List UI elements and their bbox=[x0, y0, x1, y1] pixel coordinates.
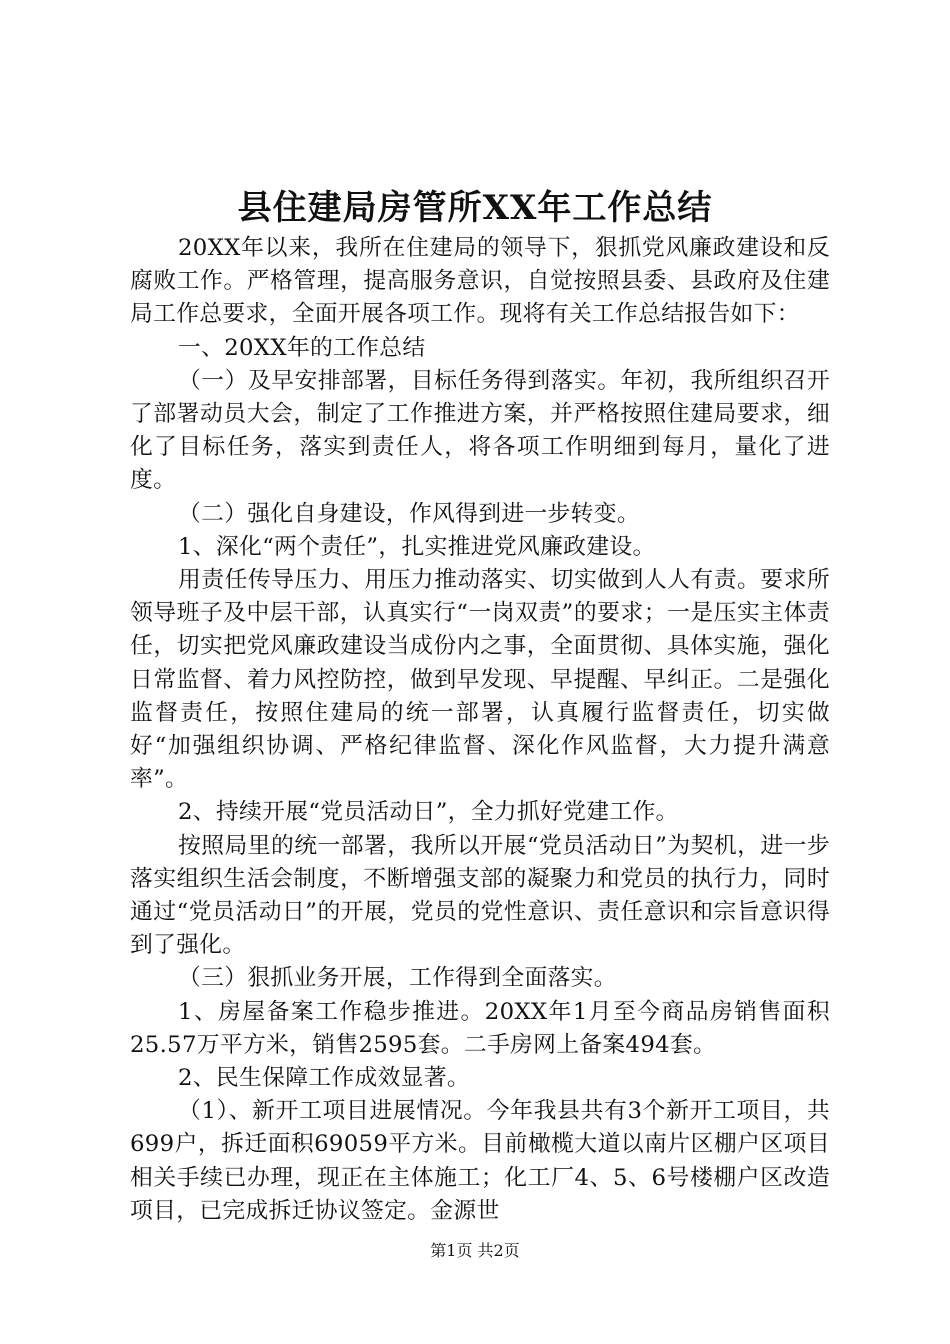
paragraph-intro: 20XX年以来，我所在住建局的领导下，狠抓党风廉政建设和反腐败工作。严格管理，提高服务意识，自觉按照县委、县政府及住建局工作总要求，全面开展各项工作。现将有关工作总结报告如下： bbox=[130, 235, 830, 328]
heading-subsection-3: （三）狠抓业务开展，工作得到全面落实。 bbox=[178, 965, 617, 992]
paragraph-housing-registration: 1、房屋备案工作稳步推进。20XX年1月至今商品房销售面积25.57万平方米，销售2595套。二手房网上备案494套。 bbox=[130, 998, 830, 1058]
heading-item-party-activity-day: 2、持续开展“党员活动日”，全力抓好党建工作。 bbox=[178, 799, 679, 826]
heading-subsection-2: （二）强化自身建设，作风得到进一步转变。 bbox=[178, 500, 640, 527]
page-footer: 第1页 共2页 bbox=[430, 1241, 520, 1260]
document-title: 县住建局房管所XX年工作总结 bbox=[237, 188, 713, 228]
heading-item-livelihood: 2、民生保障工作成效显著。 bbox=[178, 1065, 470, 1092]
paragraph-new-projects: （1）、新开工项目进展情况。今年我县共有3个新开工项目，共699户，拆迁面积69059平方米。目前橄榄大道以南片区棚户区项目相关手续已办理，现正在主体施工；化工厂4、5、6号楼棚户区改造项目，已完成拆迁协议签定。金源世 bbox=[130, 1098, 830, 1224]
heading-item-two-responsibilities: 1、深化“两个责任”，扎实推进党风廉政建设。 bbox=[178, 533, 656, 560]
heading-section-1: 一、20XX年的工作总结 bbox=[178, 334, 426, 361]
paragraph-responsibilities: 用责任传导压力、用压力推动落实、切实做到人人有责。要求所领导班子及中层干部，认真实行“一岗双责”的要求；一是压实主体责任，切实把党风廉政建设当成份内之事，全面贯彻、具体实施，强化日常监督、着力风控防控，做到早发现、早提醒、早纠正。二是强化监督责任，按照住建局的统一部署，认真履行监督责任，切实做好“加强组织协调、严格纪律监督、深化作风监督，大力提升满意率”。 bbox=[130, 567, 830, 793]
paragraph-party-activity-day: 按照局里的统一部署，我所以开展“党员活动日”为契机，进一步落实组织生活会制度，不断增强支部的凝聚力和党员的执行力，同时通过“党员活动日”的开展，党员的党性意识、责任意识和宗旨意识得到了强化。 bbox=[130, 832, 830, 959]
paragraph-subsection-1: （一）及早安排部署，目标任务得到落实。年初，我所组织召开了部署动员大会，制定了工作推进方案，并严格按照住建局要求，细化了目标任务，落实到责任人，将各项工作明细到每月，量化了进度。 bbox=[130, 367, 830, 494]
document-body bbox=[130, 232, 830, 1228]
